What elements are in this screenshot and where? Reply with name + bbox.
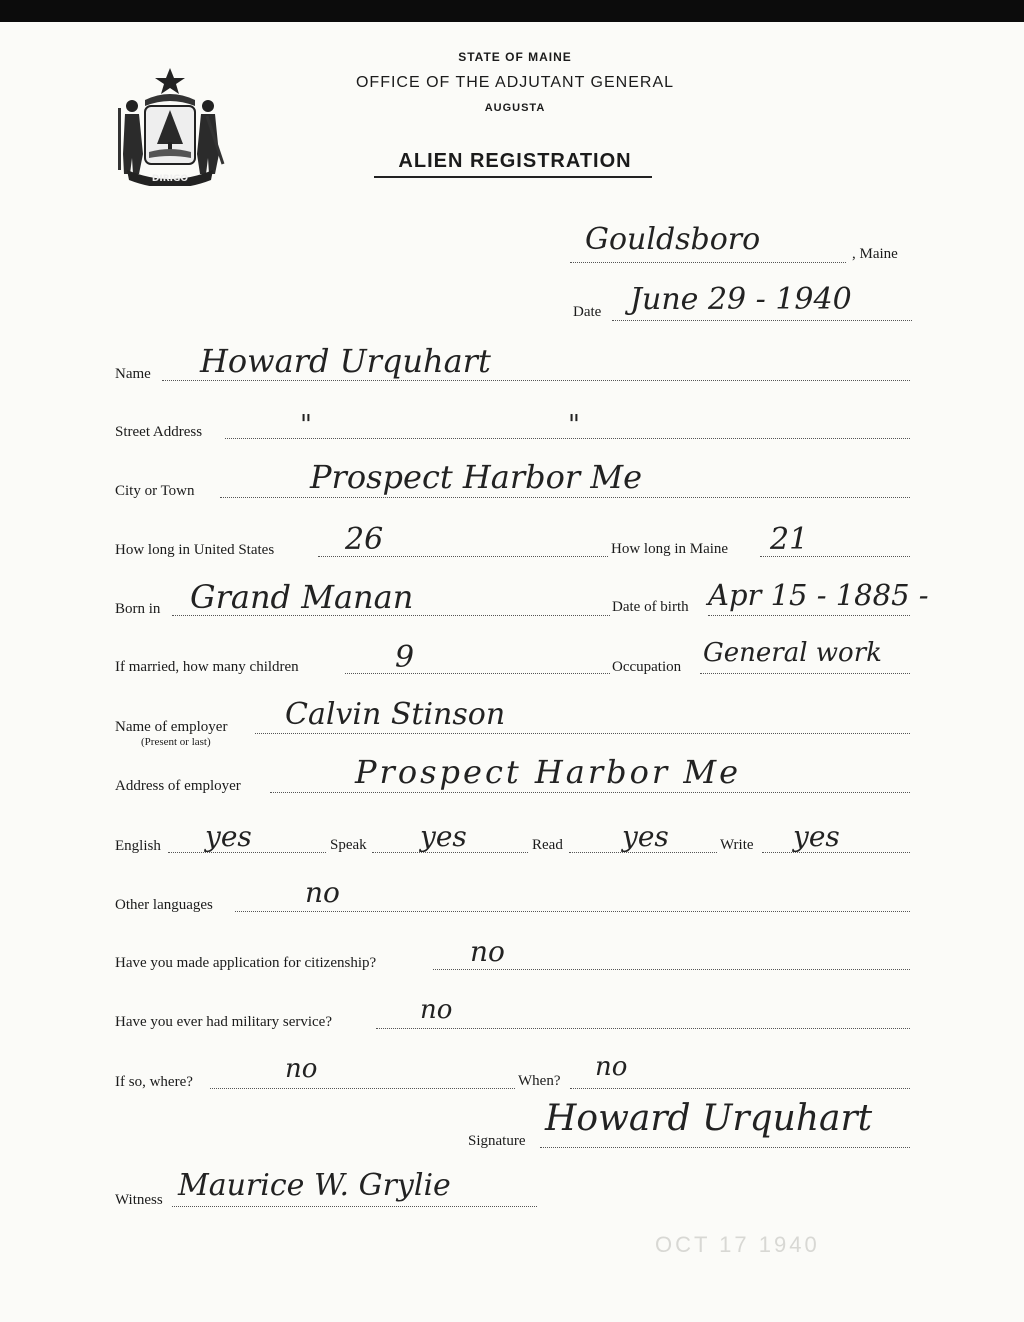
how-long-maine-value: 21 bbox=[770, 522, 809, 557]
street-value-2: " bbox=[568, 410, 580, 440]
employer-address-value: Prospect Harbor Me bbox=[355, 753, 742, 791]
city-value: Prospect Harbor Me bbox=[310, 458, 643, 496]
header-state: STATE OF MAINE bbox=[458, 50, 572, 64]
date-line bbox=[612, 320, 912, 321]
where-line bbox=[210, 1088, 515, 1089]
occupation-line bbox=[700, 673, 910, 674]
speak-label: Speak bbox=[330, 837, 367, 853]
name-value: Howard Urquhart bbox=[200, 342, 491, 380]
citizenship-line bbox=[433, 969, 910, 970]
write-label: Write bbox=[720, 837, 754, 853]
employer-address-line bbox=[270, 792, 910, 793]
english-value: yes bbox=[205, 820, 252, 853]
where-value: no bbox=[285, 1054, 318, 1084]
military-value: no bbox=[420, 995, 453, 1025]
military-line bbox=[376, 1028, 910, 1029]
citizenship-value: no bbox=[470, 935, 505, 968]
read-label: Read bbox=[532, 837, 563, 853]
date-label: Date bbox=[573, 304, 602, 320]
city-label: City or Town bbox=[115, 483, 195, 499]
other-languages-value: no bbox=[305, 876, 340, 909]
town-line bbox=[570, 262, 846, 263]
maine-label: , Maine bbox=[852, 246, 898, 262]
header-city: AUGUSTA bbox=[484, 102, 546, 114]
signature-value: Howard Urquhart bbox=[545, 1098, 873, 1139]
children-line bbox=[345, 673, 610, 674]
seal-motto: DIRIGO bbox=[151, 174, 189, 184]
town-value: Gouldsboro bbox=[585, 222, 761, 257]
street-label: Street Address bbox=[115, 424, 203, 440]
born-in-value: Grand Manan bbox=[190, 578, 414, 616]
dob-line bbox=[708, 615, 910, 616]
how-long-maine-label: How long in Maine bbox=[611, 541, 729, 557]
received-stamp: OCT 17 1940 bbox=[655, 1232, 820, 1257]
when-line bbox=[570, 1088, 910, 1089]
title-underline bbox=[374, 176, 652, 178]
employer-label: Name of employer bbox=[115, 719, 228, 735]
witness-label: Witness bbox=[115, 1192, 163, 1208]
when-value: no bbox=[595, 1052, 628, 1082]
employer-sublabel: (Present or last) bbox=[141, 736, 211, 748]
english-label: English bbox=[115, 838, 161, 854]
occupation-label: Occupation bbox=[612, 659, 682, 675]
dob-value: Apr 15 - 1885 - bbox=[708, 578, 929, 612]
form-title: ALIEN REGISTRATION bbox=[398, 150, 632, 172]
witness-line bbox=[172, 1206, 537, 1207]
header-office: OFFICE OF THE ADJUTANT GENERAL bbox=[355, 74, 675, 91]
military-label: Have you ever had military service? bbox=[115, 1014, 332, 1030]
speak-value: yes bbox=[420, 820, 467, 853]
name-label: Name bbox=[115, 366, 151, 382]
employer-value: Calvin Stinson bbox=[285, 697, 506, 732]
how-long-us-value: 26 bbox=[345, 522, 384, 557]
born-in-label: Born in bbox=[115, 601, 161, 617]
occupation-value: General work bbox=[703, 638, 882, 668]
children-value: 9 bbox=[395, 640, 415, 675]
other-languages-line bbox=[235, 911, 910, 912]
city-line bbox=[220, 497, 910, 498]
street-value-1: " bbox=[300, 410, 312, 440]
signature-line bbox=[540, 1147, 910, 1148]
read-value: yes bbox=[622, 820, 669, 853]
where-label: If so, where? bbox=[115, 1074, 193, 1090]
how-long-us-label: How long in United States bbox=[115, 542, 275, 558]
name-line bbox=[162, 380, 910, 381]
citizenship-label: Have you made application for citizenship? bbox=[115, 955, 377, 971]
signature-label: Signature bbox=[468, 1133, 526, 1149]
write-value: yes bbox=[793, 820, 840, 853]
employer-address-label: Address of employer bbox=[115, 778, 241, 794]
children-label: If married, how many children bbox=[115, 659, 299, 675]
employer-line bbox=[255, 733, 910, 734]
when-label: When? bbox=[518, 1073, 561, 1089]
witness-value: Maurice W. Grylie bbox=[178, 1168, 451, 1203]
date-value: June 29 - 1940 bbox=[630, 282, 852, 317]
other-languages-label: Other languages bbox=[115, 897, 213, 913]
dob-label: Date of birth bbox=[612, 599, 689, 615]
